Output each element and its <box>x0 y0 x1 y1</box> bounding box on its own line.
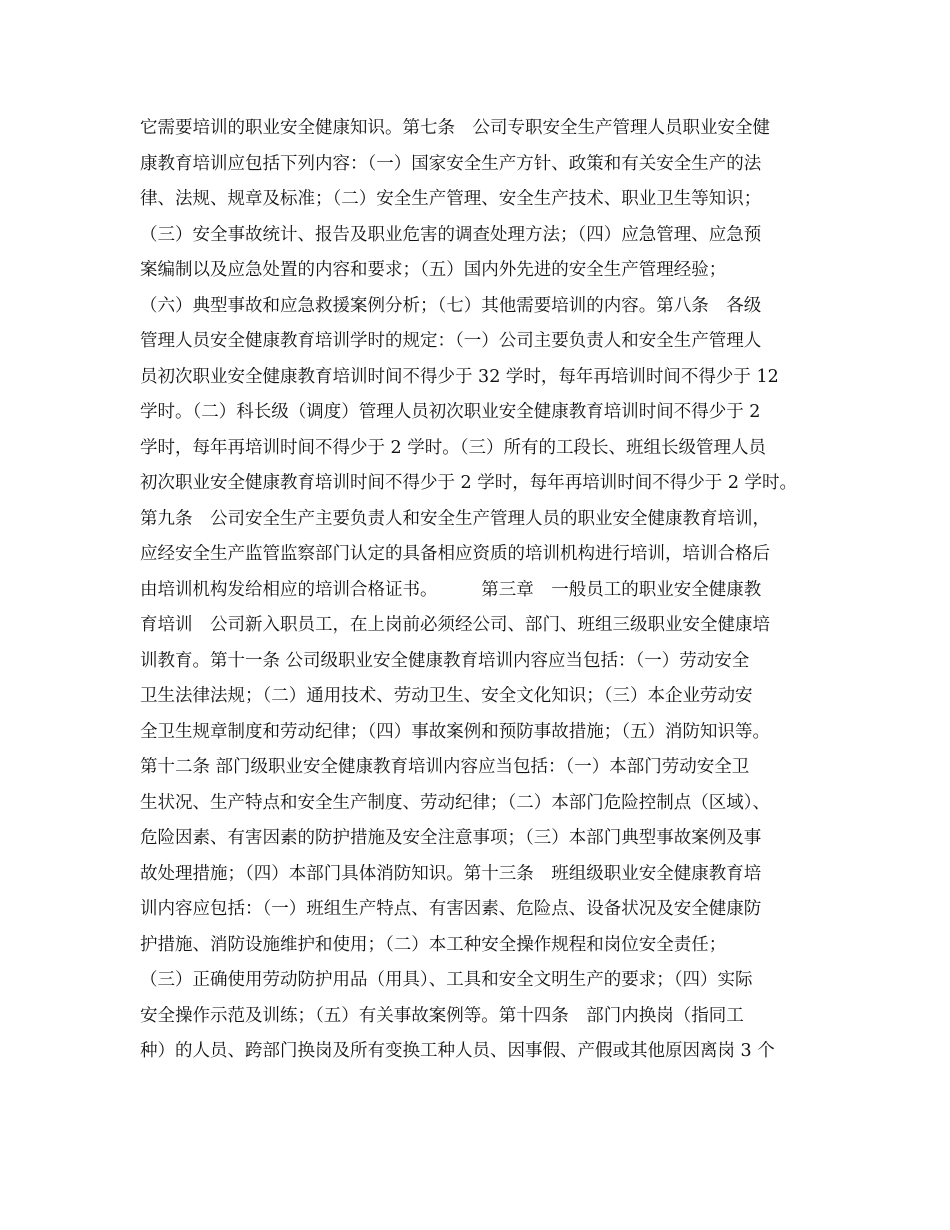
text-line: 它需要培训的职业安全健康知识。第七条 公司专职安全生产管理人员职业安全健 <box>140 118 770 138</box>
text-line: （六）典型事故和应急救援案例分析；（七）其他需要培训的内容。第八条 各级 <box>140 295 762 316</box>
text-line: 第九条 公司安全生产主要负责人和安全生产管理人员的职业安全健康教育培训， <box>140 508 770 529</box>
text-line: 康教育培训应包括下列内容：（一）国家安全生产方针、政策和有关安全生产的法 <box>140 153 762 174</box>
text-line: 律、法规、规章及标准；（二）安全生产管理、安全生产技术、职业卫生等知识； <box>140 189 762 209</box>
document-body <box>140 111 830 1070</box>
text-line: 育培训 公司新入职员工，在上岗前必须经公司、部门、班组三级职业安全健康培 <box>140 615 770 635</box>
text-line: 危险因素、有害因素的防护措施及安全注意事项；（三）本部门典型事故案例及事 <box>140 828 762 848</box>
text-line: 学时，每年再培训时间不得少于 2 学时。（三）所有的工段长、班组长级管理人员 <box>140 437 767 458</box>
text-line: 管理人员安全健康教育培训学时的规定：（一）公司主要负责人和安全生产管理人 <box>140 331 762 351</box>
text-line: 初次职业安全健康教育培训时间不得少于 2 学时，每年再培训时间不得少于 2 学时。 <box>140 473 798 493</box>
text-line: 故处理措施；（四）本部门具体消防知识。第十三条 班组级职业安全健康教育培 <box>140 863 762 884</box>
text-line: （三）安全事故统计、报告及职业危害的调查处理方法；（四）应急管理、应急预 <box>140 224 762 245</box>
text-line: 第十二条 部门级职业安全健康教育培训内容应当包括：（一）本部门劳动安全卫 <box>140 757 750 777</box>
text-line: 应经安全生产监管监察部门认定的具备相应资质的培训机构进行培训，培训合格后 <box>140 544 770 564</box>
text-line: 训内容应包括：（一）班组生产特点、有害因素、危险点、设备状况及安全健康防 <box>140 899 762 919</box>
text-line: 全卫生规章制度和劳动纪律；（四）事故案例和预防事故措施；（五）消防知识等。 <box>140 721 770 742</box>
text-line: 卫生法律法规；（二）通用技术、劳动卫生、安全文化知识；（三）本企业劳动安 <box>140 686 753 706</box>
text-line: 员初次职业安全健康教育培训时间不得少于 32 学时，每年再培训时间不得少于 12 <box>140 366 779 387</box>
text-line: 安全操作示范及训练；（五）有关事故案例等。第十四条 部门内换岗（指同工 <box>140 1005 744 1026</box>
text-line: 案编制以及应急处置的内容和要求；（五）国内外先进的安全生产管理经验； <box>140 260 727 280</box>
text-line: 由培训机构发给相应的培训合格证书。 第三章 一般员工的职业安全健康教 <box>140 579 762 600</box>
text-line: 种）的人员、跨部门换岗及所有变换工种人员、因事假、产假或其他原因离岗 3 个 <box>140 1041 775 1061</box>
text-line: 学时。（二）科长级（调度）管理人员初次职业安全健康教育培训时间不得少于 2 <box>140 402 761 422</box>
text-line: 护措施、消防设施维护和使用；（二）本工种安全操作规程和岗位安全责任； <box>140 934 727 955</box>
text-line: 生状况、生产特点和安全生产制度、劳动纪律；（二）本部门危险控制点（区域）、 <box>140 792 770 813</box>
text-line: （三）正确使用劳动防护用品（用具）、工具和安全文明生产的要求；（四）实际 <box>140 970 753 990</box>
text-line: 训教育。第十一条 公司级职业安全健康教育培训内容应当包括：（一）劳动安全 <box>140 650 750 671</box>
